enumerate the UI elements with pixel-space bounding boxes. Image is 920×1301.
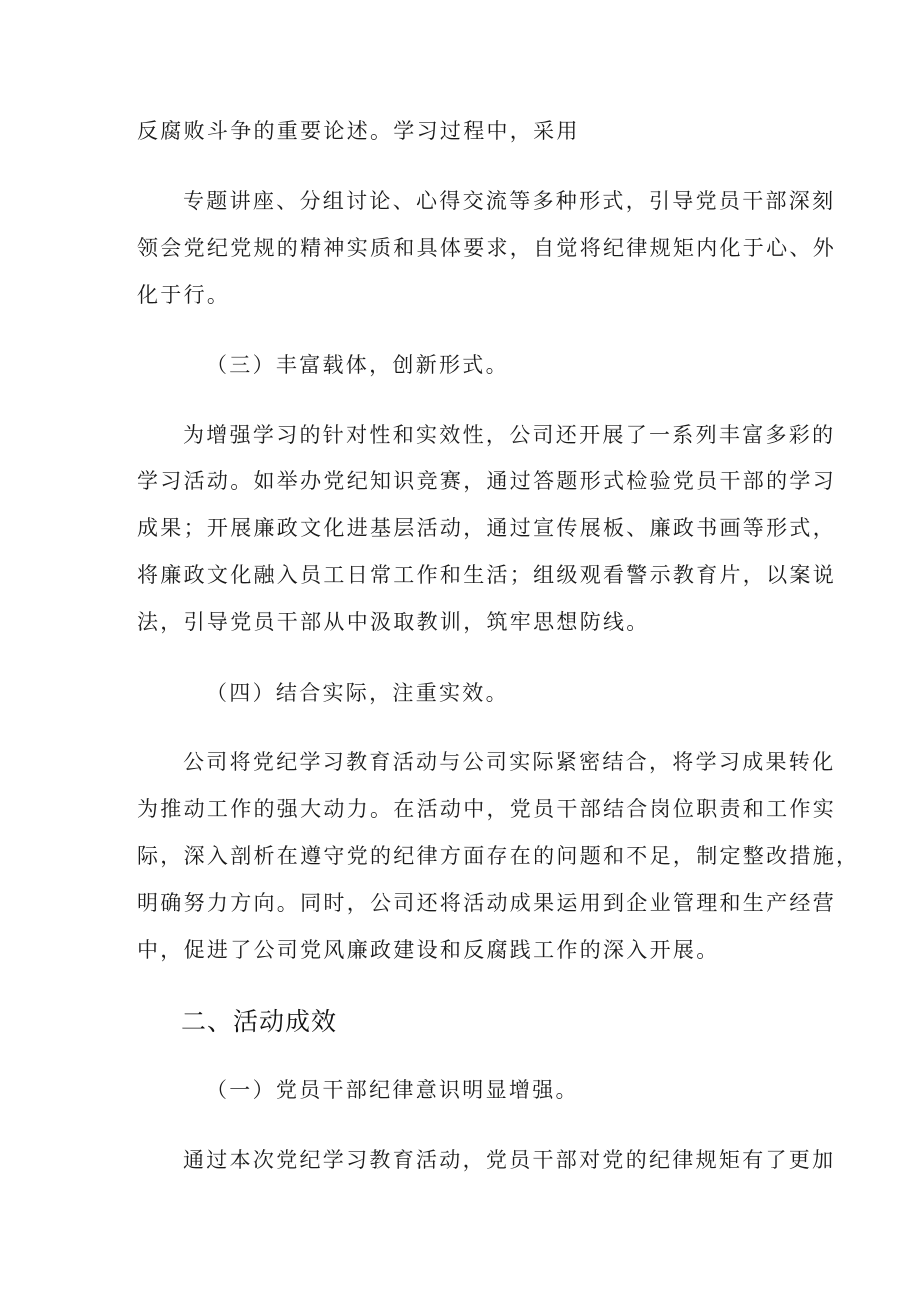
paragraph-line: 学习活动。如举办党纪知识竞赛，通过答题形式检验党员干部的学习 [137, 469, 836, 493]
paragraph-line: 际，深入剖析在遵守党的纪律方面存在的问题和不足，制定整改措施， [137, 844, 860, 868]
paragraph-line: 领会党纪党规的精神实质和具体要求，自觉将纪律规矩内化于心、外 [137, 236, 836, 260]
paragraph-line: 明确努力方向。同时，公司还将活动成果运用到企业管理和生产经营 [137, 891, 836, 915]
paragraph-line: 法，引导党员干部从中汲取教训，筑牢思想防线。 [137, 610, 650, 634]
section-heading: 二、活动成效 [181, 1007, 338, 1036]
paragraph-line: 反腐败斗争的重要论述。学习过程中，采用 [137, 119, 580, 143]
paragraph-line: 专题讲座、分组讨论、心得交流等多种形式，引导党员干部深刻 [183, 189, 836, 213]
paragraph-line: 为推动工作的强大动力。在活动中，党员干部结合岗位职责和工作实 [137, 797, 836, 821]
subheading-three: （三）丰富载体，创新形式。 [206, 353, 509, 377]
paragraph-line: 化于行。 [137, 283, 231, 307]
paragraph-line: 为增强学习的针对性和实效性，公司还开展了一系列丰富多彩的 [183, 423, 836, 447]
paragraph-line: 将廉政文化融入员工日常工作和生活；组级观看警示教育片，以案说 [137, 563, 836, 587]
paragraph-line: 成果；开展廉政文化进基层活动，通过宣传展板、廉政书画等形式， [137, 516, 836, 540]
paragraph-line: 中，促进了公司党风廉政建设和反腐践工作的深入开展。 [137, 938, 720, 962]
paragraph-line: 公司将党纪学习教育活动与公司实际紧密结合，将学习成果转化 [183, 750, 836, 774]
paragraph-line: 通过本次党纪学习教育活动，党员干部对党的纪律规矩有了更加 [183, 1148, 836, 1172]
subheading-four: （四）结合实际，注重实效。 [206, 681, 509, 705]
subheading-one: （一）党员干部纪律意识明显增强。 [206, 1078, 579, 1102]
